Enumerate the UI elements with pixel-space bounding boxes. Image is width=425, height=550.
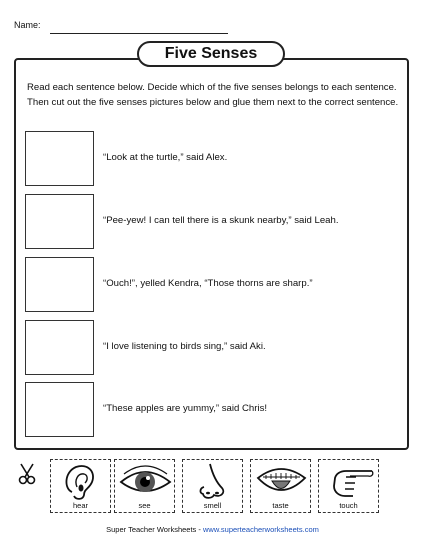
eye-icon	[118, 462, 173, 502]
instructions-text: Read each sentence below. Decide which of the five senses belongs to each sentence. Then cut out the five senses pictures below and glue them next to the correct sentence.	[27, 82, 399, 108]
glue-box-1[interactable]	[25, 131, 94, 186]
mouth-icon	[254, 462, 309, 502]
glue-box-2[interactable]	[25, 194, 94, 249]
cutout-label-see: see	[138, 501, 151, 510]
glue-box-3[interactable]	[25, 257, 94, 312]
cutout-hear[interactable]	[50, 459, 111, 513]
sentence-3: “Ouch!”, yelled Kendra, “Those thorns are sharp.”	[103, 278, 313, 289]
cutout-label-touch: touch	[339, 501, 358, 510]
cutout-taste[interactable]	[250, 459, 311, 513]
name-field[interactable]	[50, 33, 228, 34]
cutout-see[interactable]	[114, 459, 175, 513]
glue-box-5[interactable]	[25, 382, 94, 437]
sentence-2: “Pee-yew! I can tell there is a skunk nearby,” said Leah.	[103, 215, 339, 226]
name-label: Name:	[14, 20, 41, 30]
glue-box-4[interactable]	[25, 320, 94, 375]
footer	[0, 525, 425, 534]
ear-icon	[54, 462, 109, 502]
sentence-4: “I love listening to birds sing,” said Aki.	[103, 341, 266, 352]
cutout-label-hear: hear	[72, 501, 88, 510]
footer-prefix: Super Teacher Worksheets -	[106, 525, 203, 534]
page-title: Five Senses	[137, 41, 285, 67]
sentence-5: “These apples are yummy,” said Chris!	[103, 403, 268, 414]
nose-icon	[186, 462, 241, 502]
hand-icon	[322, 462, 377, 502]
cutout-strip	[0, 455, 425, 520]
cutout-smell[interactable]	[182, 459, 243, 513]
cutout-label-smell: smell	[203, 501, 222, 510]
cutout-label-taste: taste	[272, 501, 289, 510]
scissors-icon	[18, 463, 40, 487]
footer-link[interactable]: www.superteacherworksheets.com	[202, 525, 319, 534]
cutout-touch[interactable]	[318, 459, 379, 513]
sentence-1: “Look at the turtle,” said Alex.	[103, 152, 228, 163]
